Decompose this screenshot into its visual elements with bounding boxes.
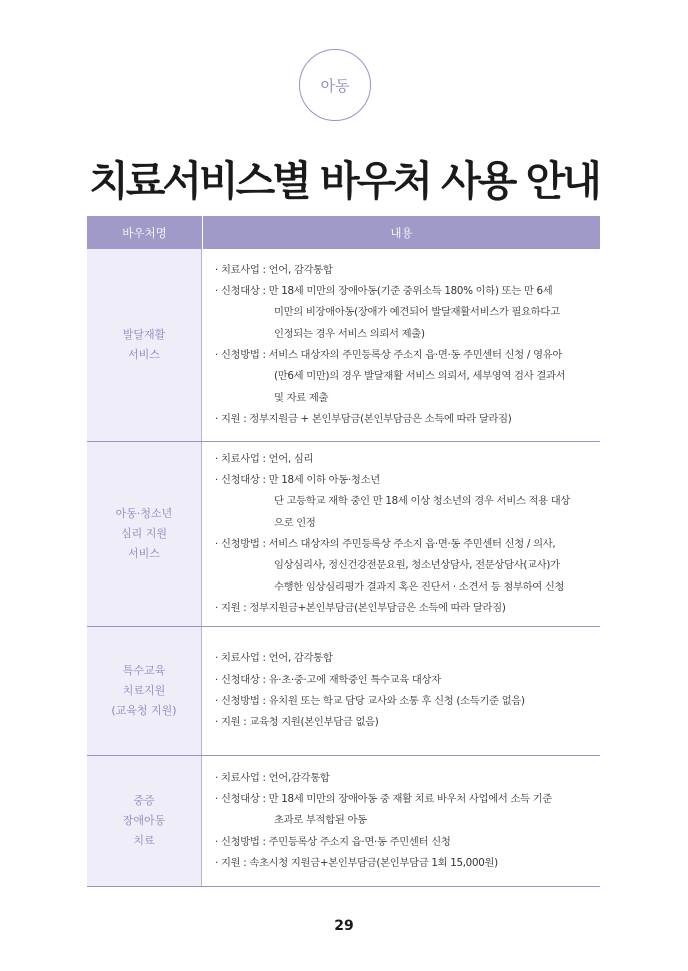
table-row <box>87 442 600 627</box>
content-line: · 신청대상 : 유·초·중·고에 재학중인 특수교육 대상자 <box>215 673 441 686</box>
voucher-name-line: 치료지원 <box>122 684 166 697</box>
content-line: 수행한 임상심리평가 결과지 혹은 진단서 · 소견서 등 첨부하여 신청 <box>274 580 565 593</box>
voucher-name-line: 중증 <box>133 794 155 807</box>
page-title: 치료서비스별 바우처 사용 안내 <box>89 157 599 205</box>
voucher-name-line: 특수교육 <box>122 664 166 677</box>
voucher-name-line: 서비스 <box>128 348 160 361</box>
voucher-name-line: 치료 <box>133 834 155 847</box>
content-line: 단 고등학교 재학 중인 만 18세 이상 청소년의 경우 서비스 적용 대상 <box>274 495 571 508</box>
content-cell <box>202 756 600 886</box>
voucher-name-line: 서비스 <box>128 547 160 560</box>
content-line: · 지원 : 정부지원금 + 본인부담금(본인부담금은 소득에 따라 달라짐) <box>215 412 512 425</box>
content-line: 으로 인정 <box>274 516 316 529</box>
content-line: 임상심리사, 정신건강전문요원, 청소년상담사, 전문상담사(교사)가 <box>274 559 560 572</box>
content-line: · 치료사업 : 언어, 감각통합 <box>215 652 333 665</box>
content-line: · 신청대상 : 만 18세 미만의 장애아동(기준 중위소득 180% 이하) 또는 만 6세 <box>215 285 553 298</box>
voucher-table <box>87 216 600 887</box>
content-line: · 신청방법 : 유치원 또는 학교 담당 교사와 소통 후 신청 (소득기준 없음) <box>215 695 525 707</box>
content-line: 초과로 부적합된 아동 <box>274 814 367 827</box>
content-line: · 신청대상 : 만 18세 이하 아동·청소년 <box>215 474 380 487</box>
content-line: (만6세 미만)의 경우 발달재활 서비스 의뢰서, 세부영역 검사 결과서 <box>274 370 566 383</box>
content-line: 미만의 비장애아동(장애가 예견되어 발달재활서비스가 필요하다고 <box>274 306 560 319</box>
content-line: · 지원 : 속초시청 지원금+본인부담금(본인부담금 1회 15,000원) <box>215 856 498 869</box>
voucher-name-line: (교육청 지원) <box>111 704 177 717</box>
voucher-name-line: 심리 지원 <box>120 527 167 540</box>
content-line: · 치료사업 : 언어, 감각통합 <box>215 263 333 276</box>
content-line: · 신청방법 : 주민등록상 주소지 읍·면·동 주민센터 신청 <box>215 835 451 848</box>
table-row <box>87 627 600 756</box>
voucher-name-cell <box>87 442 202 626</box>
content-cell <box>202 442 600 626</box>
voucher-name-line: 장애아동 <box>122 814 166 827</box>
category-badge: 아동 <box>299 49 371 121</box>
voucher-name-cell <box>87 627 202 755</box>
content-line: · 신청방법 : 서비스 대상자의 주민등록상 주소지 읍·면·동 주민센터 신청 / 영유아 <box>215 349 563 361</box>
content-line: · 지원 : 교육청 지원(본인부담금 없음) <box>215 716 379 729</box>
header-voucher-name: 바우처명 <box>87 216 203 249</box>
content-line: · 치료사업 : 언어,감각통합 <box>215 771 330 784</box>
table-header <box>87 216 600 249</box>
voucher-name-line: 발달재활 <box>122 328 166 341</box>
voucher-name-line: 아동·청소년 <box>115 507 173 520</box>
voucher-name-cell <box>87 756 202 886</box>
content-line: · 신청방법 : 서비스 대상자의 주민등록상 주소지 읍·면·동 주민센터 신청 / 의사, <box>215 538 556 550</box>
content-cell <box>202 249 600 441</box>
header-content: 내용 <box>390 225 413 240</box>
table-row <box>87 756 600 887</box>
page-number: 29 <box>334 918 354 934</box>
content-line: · 신청대상 : 만 18세 미만의 장애아동 중 재활 치료 바우처 사업에서 소득 기준 <box>215 793 553 806</box>
content-line: 및 자료 제출 <box>274 391 329 404</box>
content-line: · 지원 : 정부지원금+본인부담금(본인부담금은 소득에 따라 달라짐) <box>215 601 506 614</box>
table-row <box>87 249 600 442</box>
content-line: 인정되는 경우 서비스 의뢰서 제출) <box>274 327 425 340</box>
content-cell <box>202 627 600 755</box>
voucher-name-cell <box>87 249 202 441</box>
content-line: · 치료사업 : 언어, 심리 <box>215 452 314 465</box>
